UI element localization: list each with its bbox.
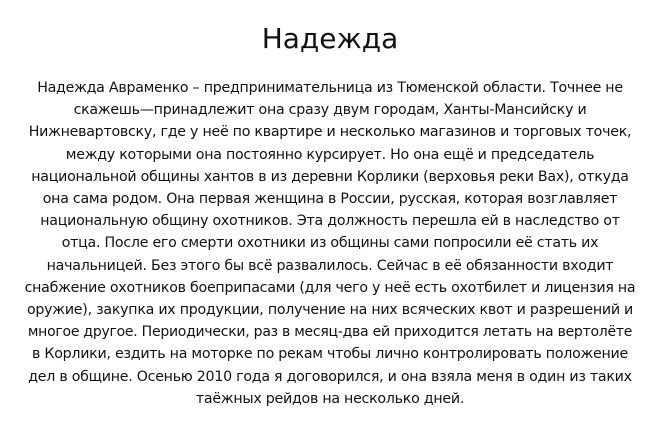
body-line: дел в общине. Осенью 2010 года я договорился, и она взяла меня в один из таких [28, 368, 632, 385]
body-line: снабжение охотников боеприпасами (для чего у неё есть охотбилет и лицензия на [24, 279, 636, 296]
body-line: национальной общины хантов в из деревни Корлики (верховья реки Вах), откуда [31, 168, 629, 185]
body-line: национальную общину охотников. Эта должность перешла ей в наследство от [40, 213, 620, 230]
body-line: она сама родом. Она первая женщина в России, русская, которая возглавляет [42, 191, 618, 208]
body-line: скажешь—принадлежит она сразу двум городам, Ханты-Мансийску и [73, 102, 587, 119]
body-line: оружие), закупка их продукции, получение на них всяческих квот и разрешений и [26, 302, 634, 319]
body-line: Надежда Авраменко – предпринимательница из Тюменской области. Точнее не [37, 80, 623, 96]
body-line: в Корлики, ездить на моторке по рекам чтобы лично контролировать положение [32, 346, 628, 363]
body-line: Нижневартовску, где у неё по квартире и несколько магазинов и торговых точек, [28, 124, 632, 141]
slide-body-text [24, 77, 636, 410]
body-line: начальницей. Без этого бы всё развалилось. Сейчас в её обязанности входит [46, 257, 614, 274]
body-line: между которыми она постоянно курсирует. Но она ещё и председатель [65, 146, 595, 163]
body-line: таёжных рейдов на несколько дней. [195, 390, 465, 407]
body-line: отца. После его смерти охотники из общины сами попросили её стать их [61, 235, 599, 252]
body-line: многое другое. Периодически, раз в месяц-два ей приходится летать на вертолёте [27, 324, 633, 341]
slide-title: Надежда [261, 22, 399, 55]
